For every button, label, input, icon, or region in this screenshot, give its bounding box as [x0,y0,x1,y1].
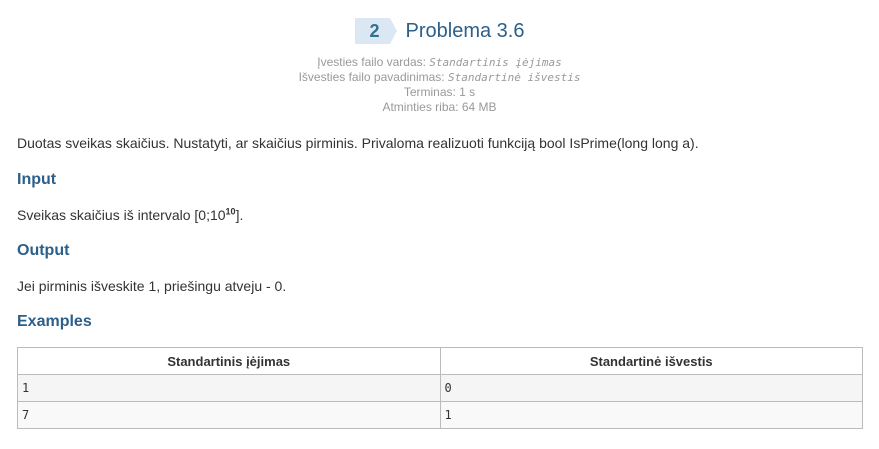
output-file-value: Standartinė išvestis [447,71,581,84]
output-file-line [0,70,879,85]
example-output-cell: 0 [440,375,863,402]
input-file-label: Įvesties failo vardas: [317,55,426,69]
input-heading: Input [17,171,57,188]
output-heading: Output [17,242,70,259]
problem-title: Problema 3.6 [405,20,525,42]
time-limit: Terminas: 1 s [403,85,476,99]
output-file-label: Išvesties failo pavadinimas: [298,70,445,84]
problem-number-badge: 2 [355,18,390,44]
examples-header-row [18,348,863,375]
examples-column-input: Standartinis įėjimas [18,348,441,375]
table-row [18,375,863,402]
example-input-cell: 7 [18,402,441,429]
input-file-value: Standartinis įėjimas [429,56,562,69]
input-text [17,207,243,223]
examples-table [17,347,863,429]
title-row [0,17,879,45]
problem-meta [0,55,879,115]
examples-heading: Examples [17,313,92,330]
example-input-cell: 1 [18,375,441,402]
input-file-line [0,55,879,70]
input-text-main: Sveikas skaičius iš intervalo [0;10 [17,207,226,223]
example-output-cell: 1 [440,402,863,429]
input-text-end: ]. [235,207,244,223]
table-row [18,402,863,429]
output-text: Jei pirminis išveskite 1, priešingu atveju - 0. [17,278,287,294]
input-text-exponent: 10 [225,206,236,217]
problem-statement: Duotas sveikas skaičius. Nustatyti, ar skaičius pirminis. Privaloma realizuoti funkciją bool IsPrime(long long a). [17,135,699,151]
memory-limit: Atminties riba: 64 MB [382,100,497,114]
examples-column-output: Standartinė išvestis [440,348,863,375]
